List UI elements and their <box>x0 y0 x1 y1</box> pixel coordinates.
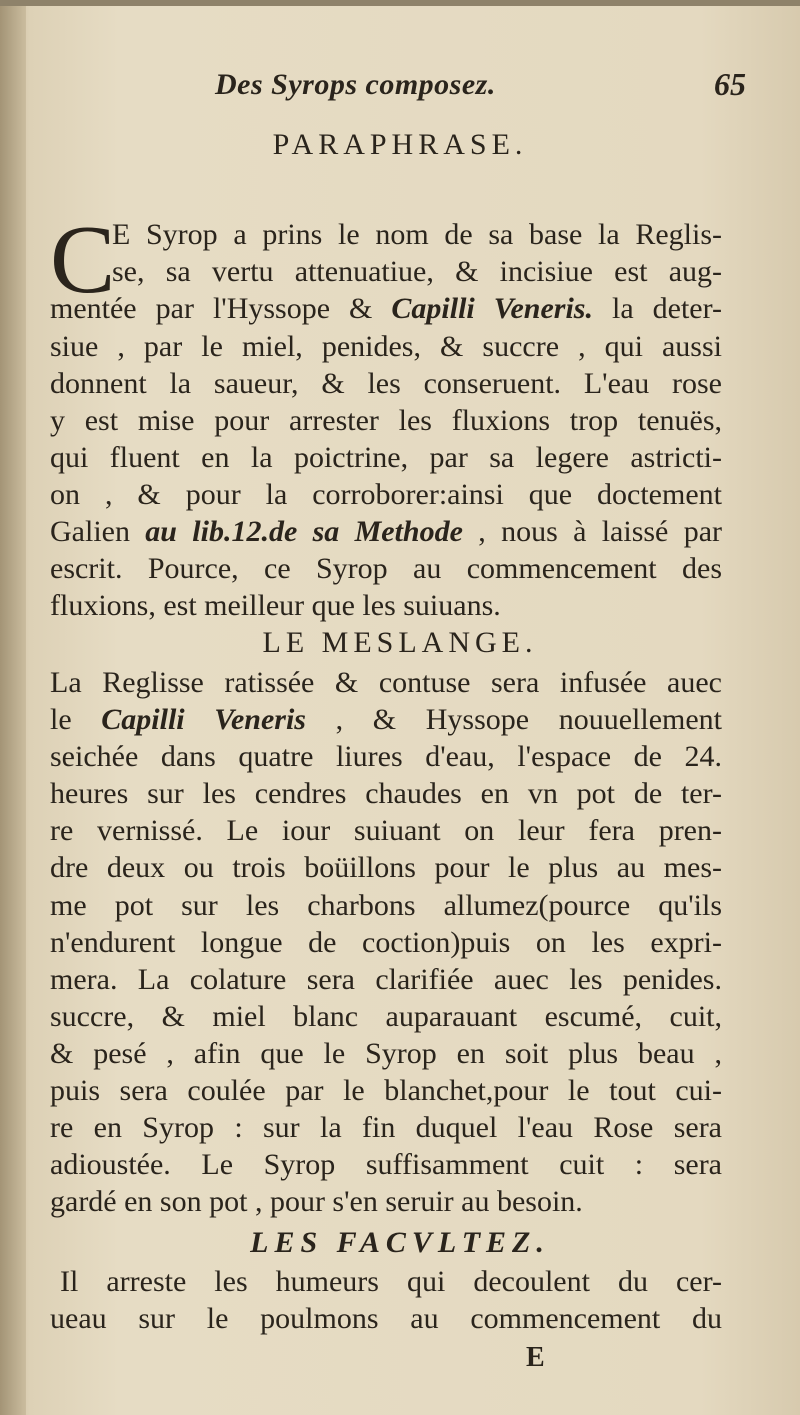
paraphrase-line: y est mise pour arrester les fluxions trop tenuës, <box>50 404 722 437</box>
text-run: la deter- <box>592 292 723 325</box>
meslange-line: mera. La colature sera clarifiée auec les penides. <box>50 963 722 996</box>
heading-paraphrase: PARAPHRASE. <box>272 128 528 161</box>
heading-facultez: LES FACVLTEZ. <box>250 1226 550 1259</box>
facultez-line: ueau sur le poulmons au commencement du <box>50 1302 722 1335</box>
text-run: Galien <box>50 515 146 548</box>
meslange-line: adioustée. Le Syrop suffisamment cuit : sera <box>50 1148 722 1181</box>
meslange-line: La Reglisse ratissée & contuse sera infusée auec <box>50 666 722 699</box>
page-binding-shadow <box>0 0 26 1415</box>
paraphrase-line <box>50 515 722 549</box>
text-run: le <box>50 703 102 736</box>
meslange-line: heures sur les cendres chaudes en vn pot de ter- <box>50 777 722 810</box>
meslange-line: re vernissé. Le iour suiuant on leur fera pren- <box>50 814 722 847</box>
paraphrase-line: fluxions, est meilleur que les suiuans. <box>50 589 501 622</box>
meslange-line: re en Syrop : sur la fin duquel l'eau Rose sera <box>50 1111 722 1144</box>
meslange-line: succre, & miel blanc auparauant escumé, cuit, <box>50 1000 722 1033</box>
italic-text-run: Capilli Veneris. <box>391 292 593 325</box>
paraphrase-line <box>50 292 722 326</box>
paraphrase-line: siue , par le miel, penides, & succre , qui aussi <box>50 330 722 363</box>
meslange-line: n'endurent longue de coction)puis on les expri- <box>50 926 722 959</box>
paraphrase-line: escrit. Pource, ce Syrop au commencement des <box>50 552 722 585</box>
heading-meslange: LE MESLANGE. <box>262 626 538 659</box>
meslange-line: me pot sur les charbons allumez(pource qu'ils <box>50 889 722 922</box>
paraphrase-line: on , & pour la corroborer:ainsi que doctement <box>50 478 722 511</box>
page-number: 65 <box>714 66 746 102</box>
page-top-edge <box>0 0 800 6</box>
drop-cap: C <box>50 206 116 314</box>
paraphrase-line: se, sa vertu attenuatiue, & incisiue est aug- <box>112 255 722 288</box>
text-run: , nous à laissé par <box>462 515 722 548</box>
italic-text-run: au lib.12.de sa Methode <box>145 515 463 548</box>
running-title: Des Syrops composez. <box>215 68 496 101</box>
text-run: mentée par l'Hyssope & <box>50 292 392 325</box>
meslange-line: & pesé , afin que le Syrop en soit plus beau , <box>50 1037 722 1070</box>
meslange-line <box>50 703 722 737</box>
signature-mark: E <box>526 1342 545 1373</box>
meslange-line: puis sera coulée par le blanchet,pour le tout cui- <box>50 1074 722 1107</box>
meslange-line: seichée dans quatre liures d'eau, l'espace de 24. <box>50 740 722 773</box>
meslange-line: gardé en son pot , pour s'en seruir au besoin. <box>50 1185 583 1218</box>
paraphrase-line: E Syrop a prins le nom de sa base la Reglis- <box>112 218 722 251</box>
meslange-line: dre deux ou trois boüillons pour le plus au mes- <box>50 851 722 884</box>
text-run: , & Hyssope nouuellement <box>305 703 722 736</box>
paraphrase-line: qui fluent en la poictrine, par sa legere astricti- <box>50 441 722 474</box>
italic-text-run: Capilli Veneris <box>101 703 306 736</box>
facultez-line: Il arreste les humeurs qui decoulent du cer- <box>60 1265 722 1298</box>
page-header <box>50 62 750 112</box>
paraphrase-line: donnent la saueur, & les conseruent. L'eau rose <box>50 367 722 400</box>
